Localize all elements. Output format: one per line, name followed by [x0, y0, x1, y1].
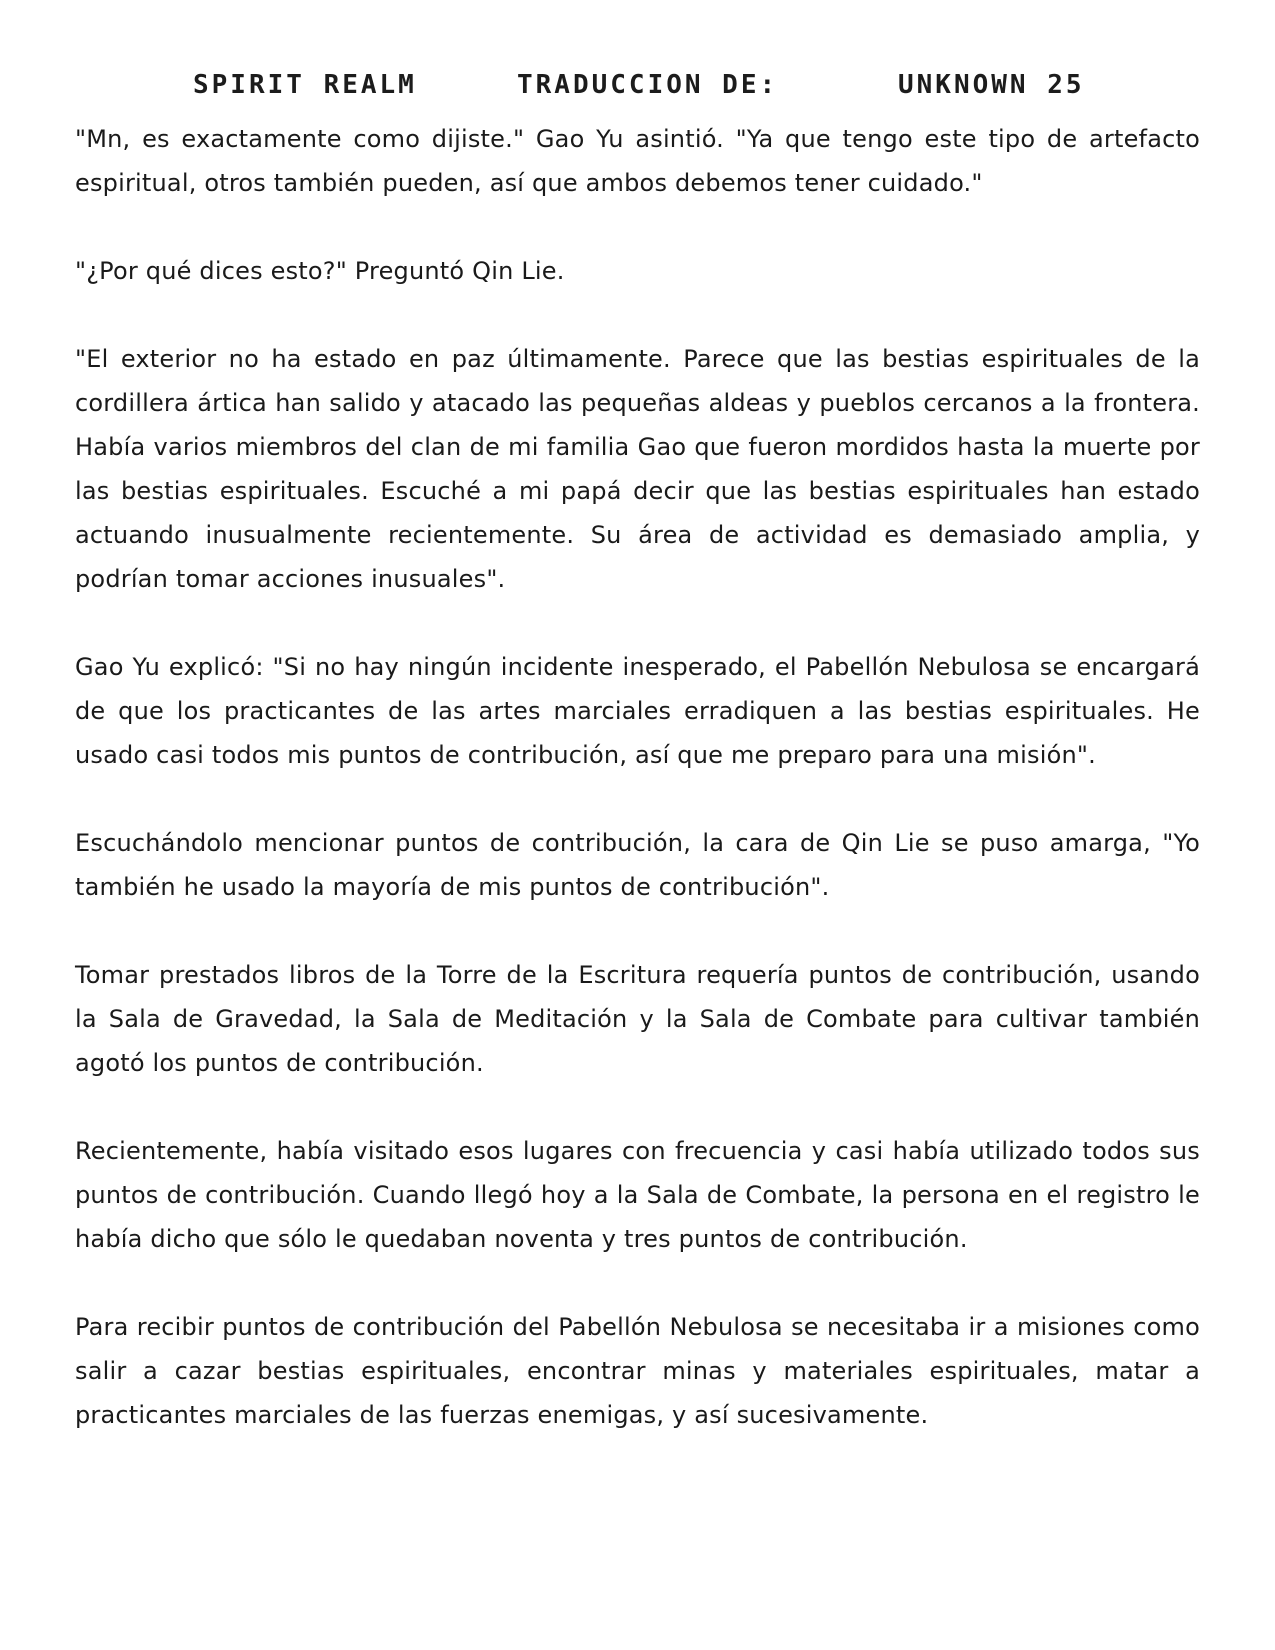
header-novel-title: SPIRIT REALM [193, 70, 417, 100]
paragraph: Tomar prestados libros de la Torre de la Escritura requería puntos de contribución, usando la Sala de Gravedad, la Sala de Meditación y la Sala de Combate para cultivar también agotó los puntos de contribución. [75, 961, 1200, 1077]
paragraph: "El exterior no ha estado en paz últimamente. Parece que las bestias espirituales de la cordillera ártica han salido y atacado las pequeñas aldeas y pueblos cercanos a la frontera. Había varios miembros del clan de mi familia Gao que fueron mordidos hasta la muerte por las bestias espirituales. Escuché a mi papá decir que las bestias espirituales han estado actuando inusualmente recientemente. Su área de actividad es demasiado amplia, y podrían tomar acciones inusuales". [75, 345, 1200, 593]
header-translation-label: TRADUCCION DE: [517, 70, 779, 100]
header-translator-name: UNKNOWN 25 [898, 70, 1085, 100]
paragraph: Recientemente, había visitado esos lugares con frecuencia y casi había utilizado todos sus puntos de contribución. Cuando llegó hoy a la Sala de Combate, la persona en el registro le había dicho que sólo le quedaban noventa y tres puntos de contribución. [75, 1137, 1200, 1253]
paragraph: Gao Yu explicó: "Si no hay ningún incidente inesperado, el Pabellón Nebulosa se encargará de que los practicantes de las artes marciales erradiquen a las bestias espirituales. He usado casi todos mis puntos de contribución, así que me preparo para una misión". [75, 653, 1200, 769]
paragraph: Para recibir puntos de contribución del Pabellón Nebulosa se necesitaba ir a misiones como salir a cazar bestias espirituales, encontrar minas y materiales espirituales, matar a practicantes marciales de las fuerzas enemigas, y así sucesivamente. [75, 1313, 1200, 1429]
paragraph: "Mn, es exactamente como dijiste." Gao Yu asintió. "Ya que tengo este tipo de artefacto espiritual, otros también pueden, así que ambos debemos tener cuidado." [75, 125, 1200, 197]
document-body [75, 117, 1200, 1481]
paragraph: "¿Por qué dices esto?" Preguntó Qin Lie. [75, 257, 565, 285]
page-header [0, 64, 1275, 108]
paragraph: Escuchándolo mencionar puntos de contribución, la cara de Qin Lie se puso amarga, "Yo también he usado la mayoría de mis puntos de contribución". [75, 829, 1200, 901]
